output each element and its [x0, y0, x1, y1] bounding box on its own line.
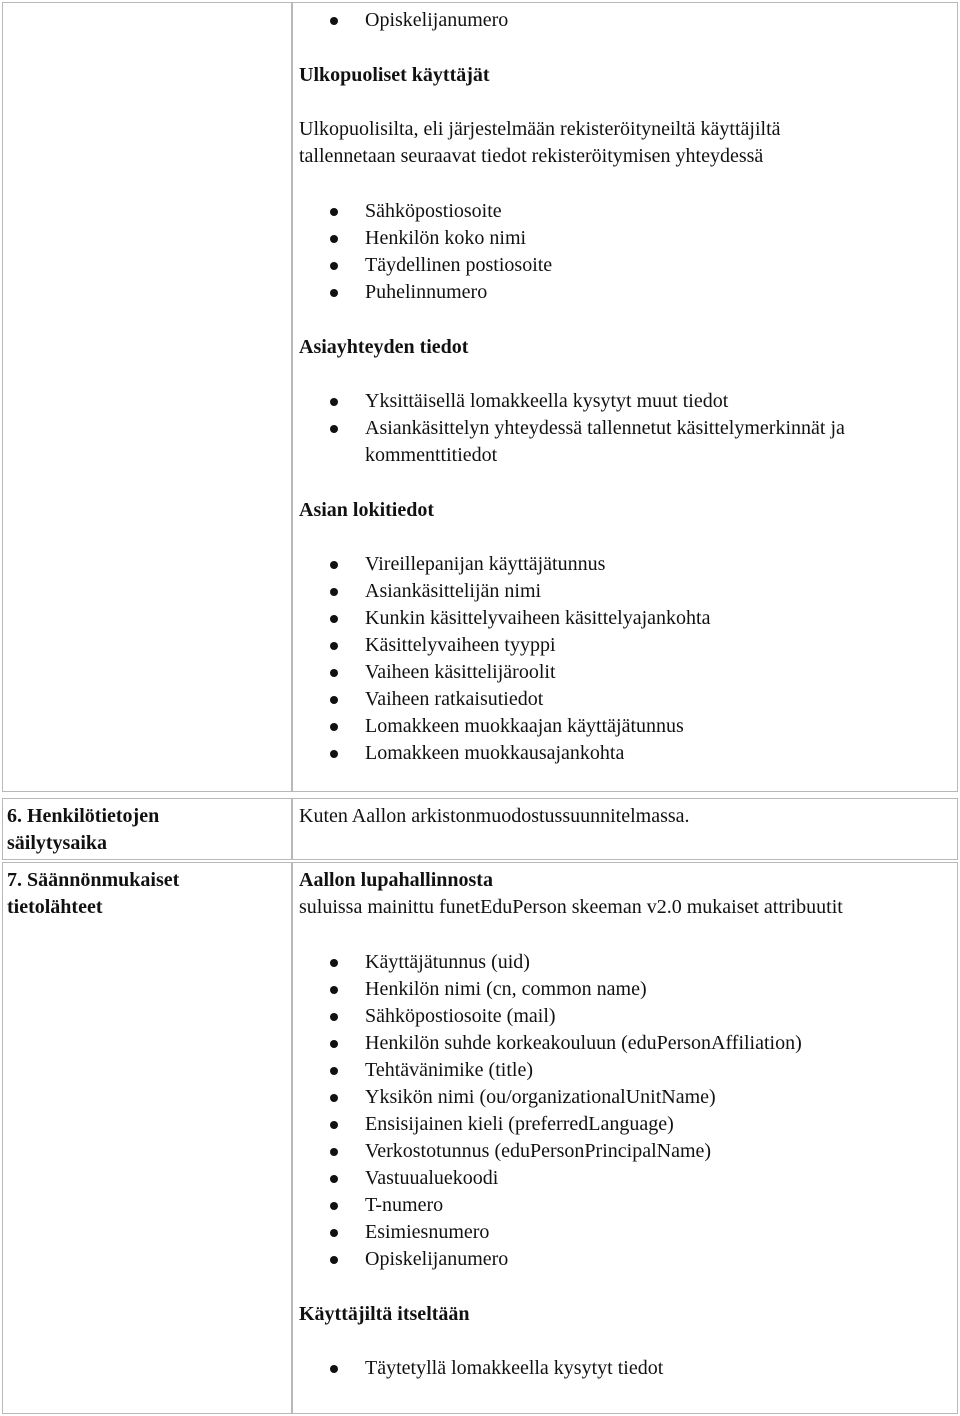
list-item: Asiankäsittelyn yhteydessä tallennetut käsittelymerkinnät ja [365, 415, 845, 442]
section-heading: Aallon lupahallinnosta [299, 869, 493, 891]
retention-text: Kuten Aallon arkistonmuodostussuunnitelmassa. [299, 805, 690, 827]
list-item: Tehtävänimike (title) [365, 1057, 533, 1084]
list-item: Lomakkeen muokkaajan käyttäjätunnus [365, 713, 684, 740]
bullet-icon [330, 208, 338, 216]
bullet-icon [330, 1067, 338, 1075]
table-cell-content-7 [292, 862, 958, 1414]
bullet-icon [330, 615, 338, 623]
list-item: Opiskelijanumero [365, 7, 508, 34]
bullet-icon [330, 588, 338, 596]
list-item: Opiskelijanumero [365, 1246, 508, 1273]
list-item: Henkilön nimi (cn, common name) [365, 976, 647, 1003]
bullet-icon [330, 723, 338, 731]
list-item-continuation: kommenttitiedot [365, 444, 498, 466]
list-item: Esimiesnumero [365, 1219, 489, 1246]
bullet-icon [330, 1121, 338, 1129]
bullet-icon [330, 1094, 338, 1102]
bullet-icon [330, 425, 338, 433]
bullet-icon [330, 1040, 338, 1048]
list-item: Vireillepanijan käyttäjätunnus [365, 551, 605, 578]
list-item: Sähköpostiosoite [365, 198, 502, 225]
bullet-icon [330, 289, 338, 297]
row-label: 7. Säännönmukaiset [7, 869, 180, 891]
table-cell-left-top [2, 2, 292, 792]
list-item: Täytetyllä lomakkeella kysytyt tiedot [365, 1355, 663, 1382]
list-item: Henkilön suhde korkeakouluun (eduPersonAffiliation) [365, 1030, 802, 1057]
paragraph-line: Ulkopuolisilta, eli järjestelmään rekisteröityneiltä käyttäjiltä [299, 118, 781, 140]
row-label: tietolähteet [7, 896, 103, 918]
list-item: Kunkin käsittelyvaiheen käsittelyajankohta [365, 605, 710, 632]
section-heading: Ulkopuoliset käyttäjät [299, 64, 490, 86]
list-item: Vastuualuekoodi [365, 1165, 498, 1192]
row-label: 6. Henkilötietojen [7, 805, 160, 827]
paragraph-line: tallennetaan seuraavat tiedot rekisteröitymisen yhteydessä [299, 145, 764, 167]
table-cell-label-6 [2, 798, 292, 860]
bullet-icon [330, 669, 338, 677]
section-heading: Asiayhteyden tiedot [299, 336, 469, 358]
list-item: Asiankäsittelijän nimi [365, 578, 541, 605]
bullet-icon [330, 986, 338, 994]
section-heading: Käyttäjiltä itseltään [299, 1303, 470, 1325]
table-cell-label-7 [2, 862, 292, 1414]
bullet-icon [330, 398, 338, 406]
list-item: Yksikön nimi (ou/organizationalUnitName) [365, 1084, 716, 1111]
list-item: Sähköpostiosoite (mail) [365, 1003, 556, 1030]
list-item: Yksittäisellä lomakkeella kysytyt muut tiedot [365, 388, 728, 415]
list-item: Lomakkeen muokkausajankohta [365, 740, 624, 767]
table-cell-right-top [292, 2, 958, 792]
bullet-icon [330, 1256, 338, 1264]
list-item: Täydellinen postiosoite [365, 252, 552, 279]
bullet-icon [330, 1013, 338, 1021]
table-cell-content-6 [292, 798, 958, 860]
list-item: Vaiheen käsittelijäroolit [365, 659, 556, 686]
bullet-icon [330, 1202, 338, 1210]
bullet-icon [330, 642, 338, 650]
list-item: Käsittelyvaiheen tyyppi [365, 632, 556, 659]
bullet-icon [330, 959, 338, 967]
list-item: Verkostotunnus (eduPersonPrincipalName) [365, 1138, 711, 1165]
bullet-icon [330, 696, 338, 704]
list-item: Henkilön koko nimi [365, 225, 526, 252]
list-item: T-numero [365, 1192, 443, 1219]
paragraph-line: suluissa mainittu funetEduPerson skeeman v2.0 mukaiset attribuutit [299, 896, 843, 918]
list-item: Vaiheen ratkaisutiedot [365, 686, 543, 713]
row-label: säilytysaika [7, 832, 108, 854]
bullet-icon [330, 262, 338, 270]
bullet-icon [330, 1175, 338, 1183]
bullet-icon [330, 17, 338, 25]
section-heading: Asian lokitiedot [299, 499, 435, 521]
bullet-icon [330, 235, 338, 243]
bullet-icon [330, 1148, 338, 1156]
bullet-icon [330, 561, 338, 569]
bullet-icon [330, 1229, 338, 1237]
bullet-icon [330, 1365, 338, 1373]
bullet-icon [330, 750, 338, 758]
list-item: Puhelinnumero [365, 279, 487, 306]
list-item: Käyttäjätunnus (uid) [365, 949, 530, 976]
list-item: Ensisijainen kieli (preferredLanguage) [365, 1111, 674, 1138]
